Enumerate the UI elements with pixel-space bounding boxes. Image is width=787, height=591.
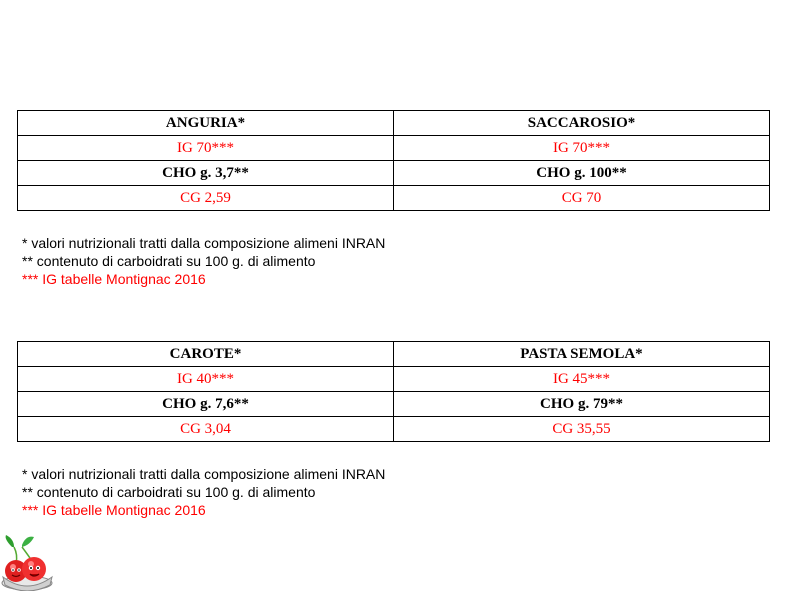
food-name-cell: PASTA SEMOLA* <box>394 342 770 367</box>
footnote-carbohydrate: ** contenuto di carboidrati su 100 g. di alimento <box>22 253 316 269</box>
glycemic-load-cell: CG 70 <box>394 186 770 211</box>
footnote-nutrition-source: * valori nutrizionali tratti dalla composizione alimeni INRAN <box>22 466 386 482</box>
glycemic-index-cell: IG 70*** <box>18 136 394 161</box>
footnote-carbohydrate: ** contenuto di carboidrati su 100 g. di alimento <box>22 484 316 500</box>
food-name-cell: ANGURIA* <box>18 111 394 136</box>
nutrition-table-2 <box>17 341 770 442</box>
cherry-mascot-icon <box>0 533 55 591</box>
table-row <box>18 186 770 211</box>
food-name-cell: SACCAROSIO* <box>394 111 770 136</box>
glycemic-index-cell: IG 70*** <box>394 136 770 161</box>
glycemic-load-cell: CG 2,59 <box>18 186 394 211</box>
footnotes-1 <box>22 234 385 288</box>
glycemic-index-cell: IG 40*** <box>18 367 394 392</box>
glycemic-load-cell: CG 35,55 <box>394 417 770 442</box>
nutrition-table-1 <box>17 110 770 211</box>
footnote-glycemic-index: *** IG tabelle Montignac 2016 <box>22 271 206 287</box>
glycemic-load-cell: CG 3,04 <box>18 417 394 442</box>
carbohydrate-cell: CHO g. 7,6** <box>18 392 394 417</box>
table-row <box>18 161 770 186</box>
table-row <box>18 342 770 367</box>
table-row <box>18 111 770 136</box>
carbohydrate-cell: CHO g. 79** <box>394 392 770 417</box>
table-row <box>18 136 770 161</box>
carbohydrate-cell: CHO g. 3,7** <box>18 161 394 186</box>
footnotes-2 <box>22 465 385 519</box>
footnote-glycemic-index: *** IG tabelle Montignac 2016 <box>22 502 206 518</box>
food-name-cell: CAROTE* <box>18 342 394 367</box>
carbohydrate-cell: CHO g. 100** <box>394 161 770 186</box>
footnote-nutrition-source: * valori nutrizionali tratti dalla composizione alimeni INRAN <box>22 235 386 251</box>
glycemic-index-cell: IG 45*** <box>394 367 770 392</box>
table-row <box>18 417 770 442</box>
table-row <box>18 392 770 417</box>
table-row <box>18 367 770 392</box>
